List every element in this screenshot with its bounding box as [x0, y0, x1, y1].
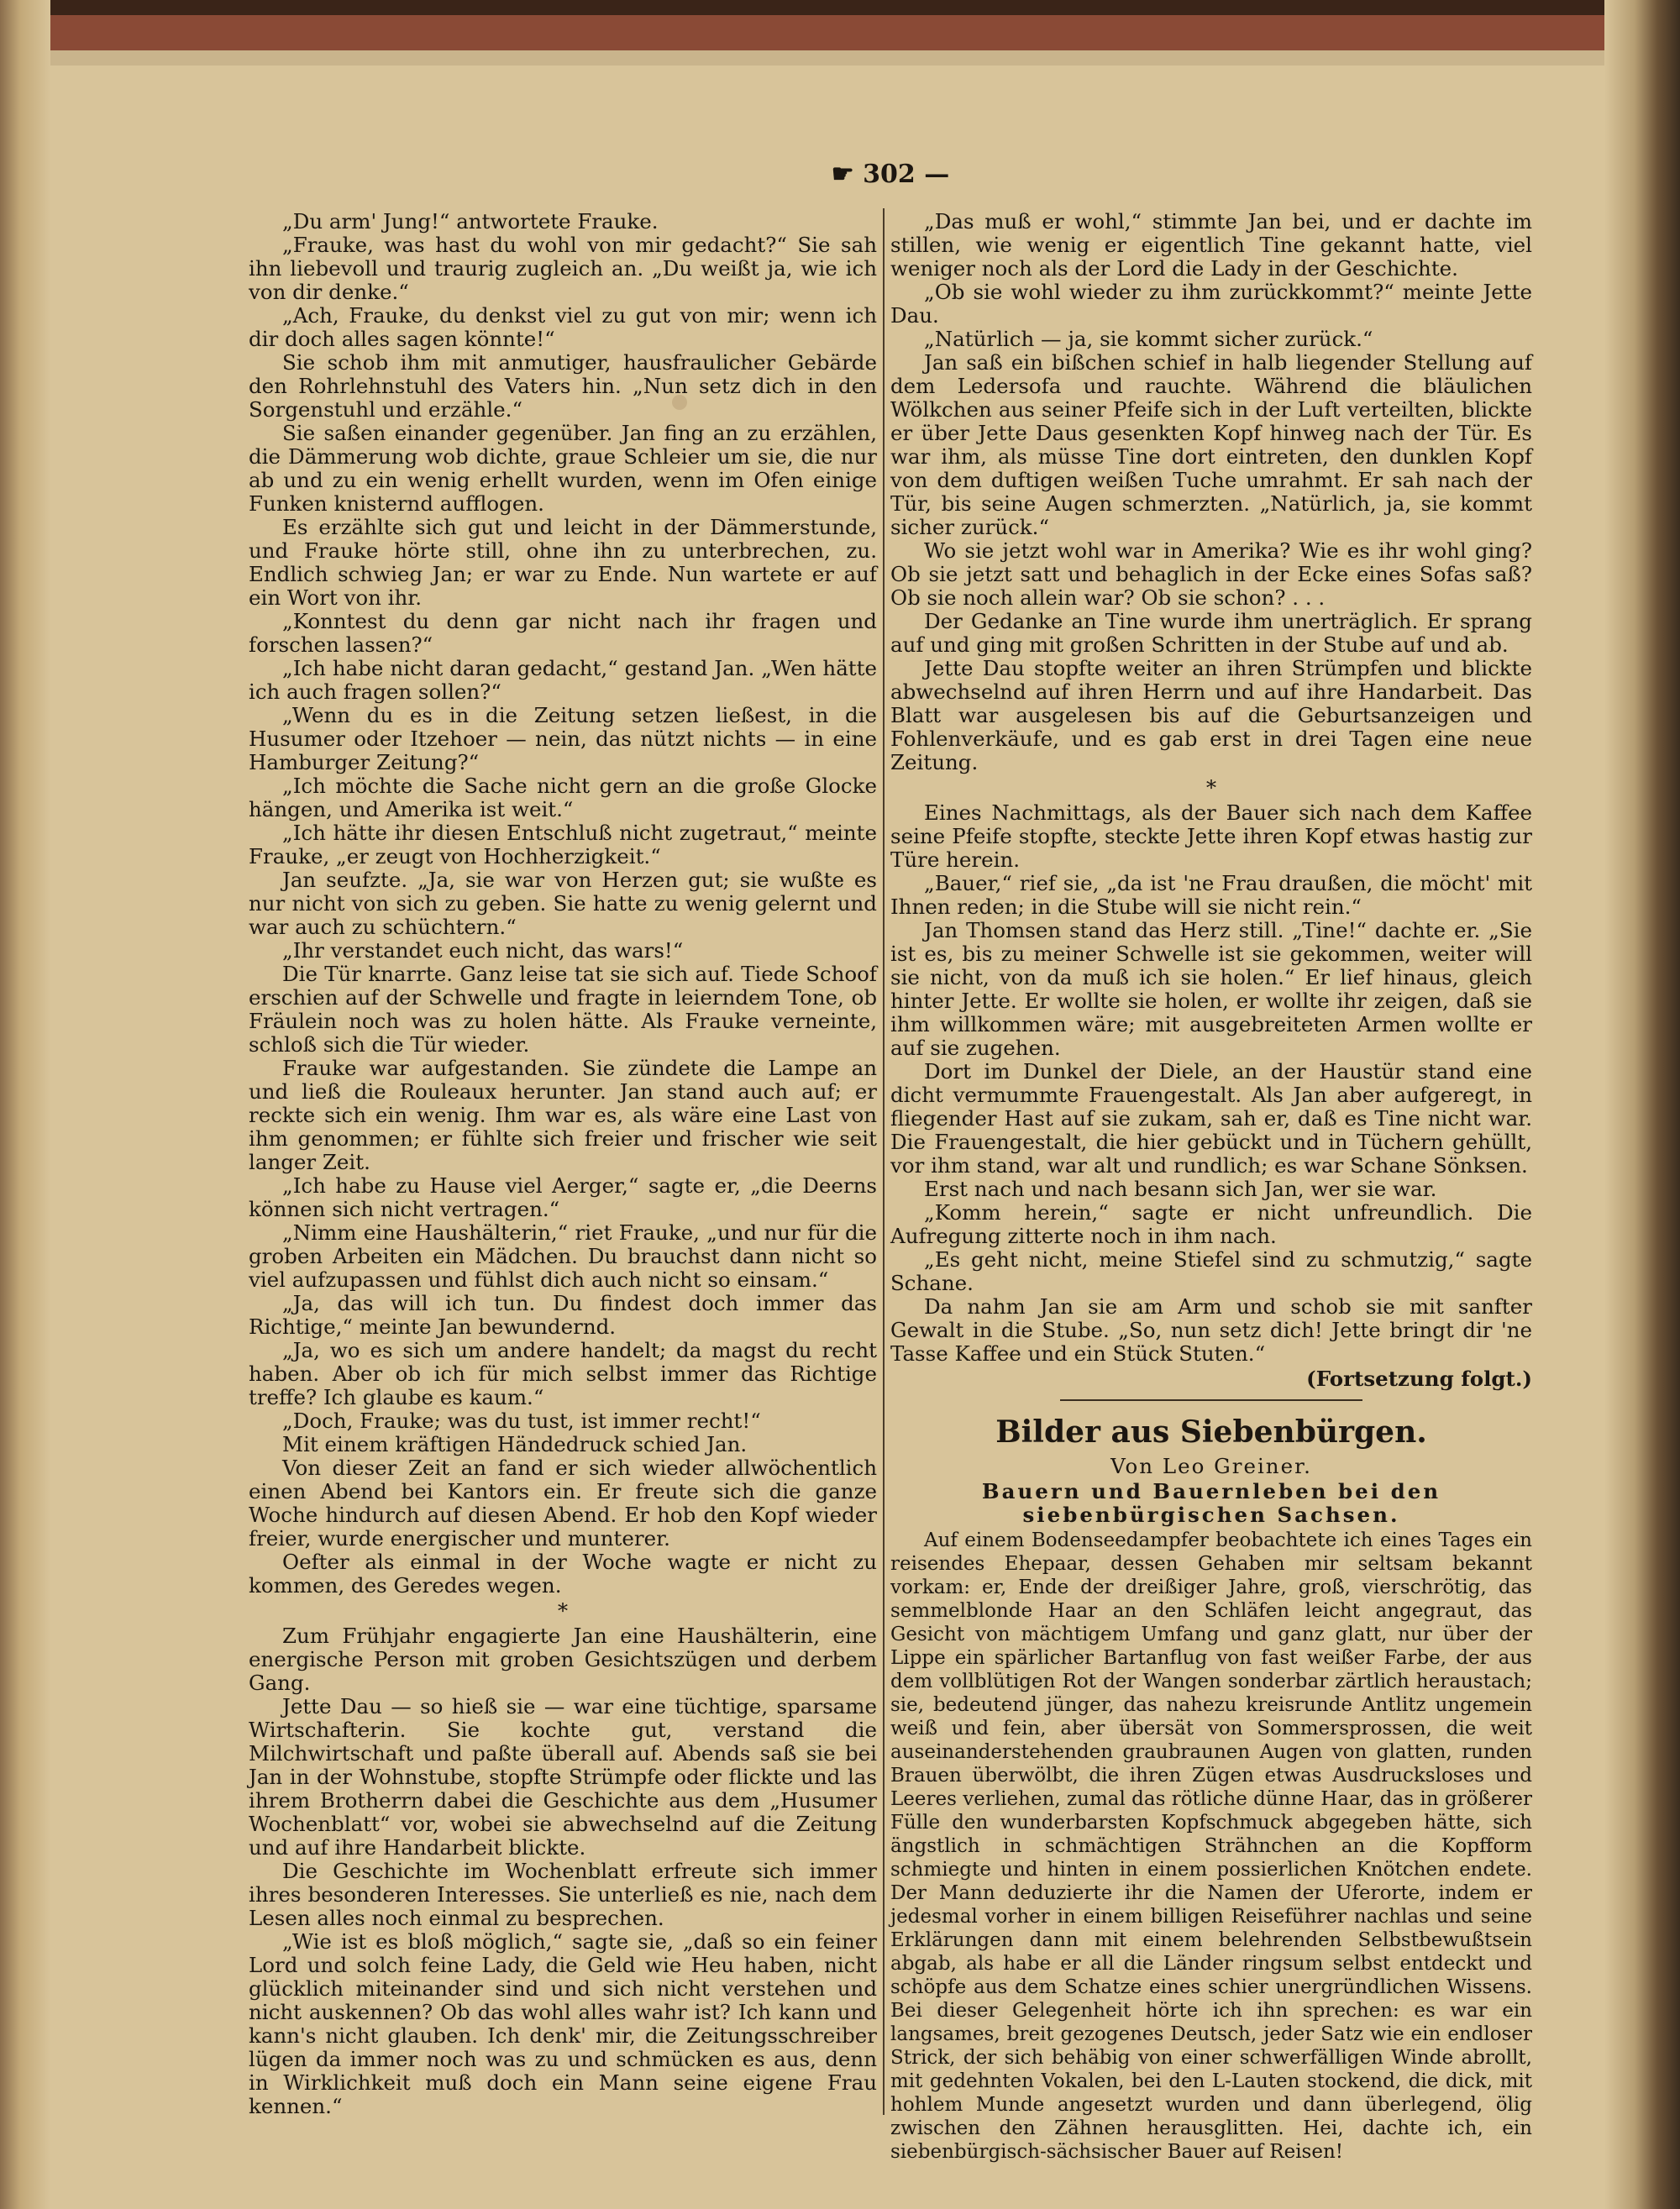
- paragraph: Es erzählte sich gut und leicht in der Dämmerstunde, und Frauke hörte still, ohne ihn zu unterbrechen, zu. Endlich schwieg Jan; er war zu Ende. Nun wartete er auf ein Wort von ihr.: [249, 515, 877, 610]
- paragraph: Oefter als einmal in der Woche wagte er nicht zu kommen, des Geredes wegen.: [249, 1550, 877, 1598]
- section-separator: *: [1205, 775, 1217, 800]
- paragraph: Sie schob ihm mit anmutiger, hausfraulicher Gebärde den Rohrlehnstuhl des Vaters hin. „Nun setz dich in den Sorgenstuhl und erzähle.“: [249, 350, 877, 422]
- paragraph: Jan saß ein bißchen schief in halb liegender Stellung auf dem Ledersofa und rauchte. Während die bläulichen Wölkchen aus seiner Pfeife sich in der Luft verteilten, blickte er über Jette Daus gesenkten Kopf hinweg nach der Tür. Es war ihm, als müsse Tine dort eintreten, den dunklen Kopf von dem duftigen weißen Tuche umrahmt. Er sah nach der Tür, bis seine Augen schmerzten. „Natürlich, ja, sie kommt sicher zurück.“: [890, 350, 1532, 539]
- book-gutter: [0, 0, 50, 2209]
- paragraph: „Wenn du es in die Zeitung setzen ließest, in die Husumer oder Itzehoer — nein, das nützt nichts — in eine Hamburger Zeitung?“: [249, 703, 877, 774]
- paragraph: Eines Nachmittags, als der Bauer sich nach dem Kaffee seine Pfeife stopfte, steckte Jette ihren Kopf etwas hastig zur Türe herein.: [890, 800, 1532, 872]
- header-dash: —: [924, 160, 950, 189]
- paragraph: „Ich hätte ihr diesen Entschluß nicht zugetraut,“ meinte Frauke, „er zeugt von Hochherzigkeit.“: [249, 821, 877, 868]
- paragraph: „Wie ist es bloß möglich,“ sagte sie, „daß so ein feiner Lord und solch feine Lady, die Geld wie Heu haben, nicht glücklich miteinander sind und sich nicht verstehen und nicht auskennen? Ob das wohl alles wahr ist? Ich kann und kann's nicht glauben. Ich denk' mir, die Zeitungsschreiber lügen da immer noch was zu und schmücken es aus, denn in Wirklichkeit muß doch ein Mann seine eigene Frau kennen.“: [249, 1929, 877, 2118]
- paragraph: „Ich möchte die Sache nicht gern an die große Glocke hängen, und Amerika ist weit.“: [249, 774, 877, 821]
- paragraph: „Nimm eine Haushälterin,“ riet Frauke, „und nur für die groben Arbeiten ein Mädchen. Du brauchst dann nicht so viel aufzupassen und fühlst dich auch nicht so einsam.“: [249, 1220, 877, 1292]
- paragraph: Da nahm Jan sie am Arm und schob sie mit sanfter Gewalt in die Stube. „So, nun setz dich! Jette bringt dir 'ne Tasse Kaffee und ein Stück Stuten.“: [890, 1294, 1532, 1366]
- paragraph: „Ihr verstandet euch nicht, das wars!“: [282, 938, 684, 963]
- paragraph: Dort im Dunkel der Diele, an der Haustür stand eine dicht vermummte Frauengestalt. Als Jan aber aufgeregt, in fliegender Hast auf sie zukam, sah er, daß es Tine nicht war. Die Frauengestalt, die hier gebückt und in Tüchern gehüllt, vor ihm stand, war alt und rundlich; es war Schane Sönksen.: [890, 1059, 1532, 1178]
- paragraph: Erst nach und nach besann sich Jan, wer sie war.: [924, 1177, 1437, 1201]
- paragraph: Die Geschichte im Wochenblatt erfreute sich immer ihres besonderen Interesses. Sie unterließ es nie, nach dem Lesen alles noch einmal zu besprechen.: [249, 1859, 877, 1930]
- paragraph: Mit einem kräftigen Händedruck schied Jan.: [282, 1432, 748, 1456]
- column-divider: [883, 208, 885, 2115]
- paragraph: Jan Thomsen stand das Herz still. „Tine!“ dachte er. „Sie ist es, bis zu meiner Schwelle ist sie gekommen, weiter will sie nicht, von da muß ich sie holen.“ Er lief hinaus, gleich hinter Jette. Er wollte sie holen, er wollte ihr zeigen, daß sie ihm willkommen wäre; mit ausgebreiteten Armen wollte er auf sie zugehen.: [890, 918, 1532, 1060]
- paragraph: „Natürlich — ja, sie kommt sicher zurück.“: [924, 327, 1373, 351]
- page-header: [806, 160, 974, 193]
- right-column-paragraphs: [890, 210, 1532, 774]
- article-body: [890, 1529, 1532, 2164]
- left-column-paragraphs: [249, 210, 877, 1598]
- paragraph: Wo sie jetzt wohl war in Amerika? Wie es ihr wohl ging? Ob sie jetzt satt und behaglich in der Ecke eines Sofas saß? Ob sie noch allein war? Ob sie schon? . . .: [890, 538, 1532, 610]
- paragraph: „Ja, das will ich tun. Du findest doch immer das Richtige,“ meinte Jan bewundernd.: [249, 1291, 877, 1339]
- book-top-edge: [0, 0, 1680, 66]
- pointing-hand-icon: ☛: [831, 160, 854, 189]
- book-right-edge: [1604, 0, 1680, 2209]
- left-column-paragraphs-after: [249, 1624, 877, 2118]
- paragraph: „Ach, Frauke, du denkst viel zu gut von mir; wenn ich dir doch alles sagen könnte!“: [249, 303, 877, 351]
- continuation-note: (Fortsetzung folgt.): [1306, 1367, 1532, 1391]
- paragraph: Jette Dau — so hieß sie — war eine tüchtige, sparsame Wirtschafterin. Sie kochte gut, verstand die Milchwirtschaft und paßte überall auf. Abends saß sie bei Jan in der Wohnstube, stopfte Strümpfe oder flickte und las ihrem Brotherrn dabei die Geschichte aus dem „Husumer Wochenblatt“ vor, wobei sie abwechselnd auf die Zeitung und auf ihre Handarbeit blickte.: [249, 1694, 877, 1860]
- page-number: 302: [863, 160, 916, 189]
- paragraph: „Das muß er wohl,“ stimmte Jan bei, und er dachte im stillen, wie wenig er eigentlich Tine gekannt hatte, viel weniger noch als der Lord die Lady in der Geschichte.: [890, 209, 1532, 281]
- paragraph: „Ich habe nicht daran gedacht,“ gestand Jan. „Wen hätte ich auch fragen sollen?“: [249, 656, 877, 704]
- paragraph: Zum Frühjahr engagierte Jan eine Haushälterin, eine energische Person mit groben Gesichtszügen und derbem Gang.: [249, 1624, 877, 1695]
- paragraph: „Bauer,“ rief sie, „da ist 'ne Frau draußen, die möcht' mit Ihnen reden; in die Stube will sie nicht rein.“: [890, 871, 1532, 919]
- article-subtitle: Bauern und Bauernleben bei den siebenbürgischen Sachsen.: [981, 1479, 1441, 1527]
- article-rule: [1060, 1399, 1362, 1401]
- section-separator: *: [557, 1598, 569, 1623]
- paragraph: Frauke war aufgestanden. Sie zündete die Lampe an und ließ die Rouleaux herunter. Jan stand auch auf; er reckte sich ein wenig. Ihm war es, als wäre eine Last von ihm genommen; er fühlte sich freier und frischer wie seit langer Zeit.: [249, 1056, 877, 1174]
- left-column: [249, 210, 877, 2118]
- paragraph: „Ja, wo es sich um andere handelt; da magst du recht haben. Aber ob ich für mich selbst immer das Richtige treffe? Ich glaube es kaum.“: [249, 1338, 877, 1409]
- article-paragraph: Auf einem Bodenseedampfer beobachtete ich eines Tages ein reisendes Ehepaar, dessen Gehaben mir seltsam bekannt vorkam: er, Ende der dreißiger Jahre, groß, vierschrötig, das semmelblonde Haar an den Schläfen leicht angegraut, das Gesicht von mächtigem Umfang und ganz glatt, nur über der Lippe ein spärlicher Bartanflug von fast weißer Farbe, der aus dem vollblütigen Rot der Wangen sonderbar zärtlich heraustach; sie, bedeutend jünger, das nahezu kreisrunde Antlitz ungemein weiß und fein, aber übersät von Sommersprossen, die weit auseinanderstehenden graubraunen Augen von glatten, runden Brauen überwölbt, die ihren Zügen etwas Ausdrucksloses und Leeres verliehen, zumal das rötliche dünne Haar, das in größerer Fülle den wunderbarsten Kopfschmuck abgegeben hätte, sich ängstlich in schmächtigen Strähnchen an die Kopfform schmiegte und hinten in einem possierlichen Knötchen endete. Der Mann deduzierte ihr die Namen der Uferorte, indem er jedesmal vorher in einem billigen Reiseführer nachlas und seine Erklärungen dann mit einem belehrenden Selbstbewußtsein abgab, als habe er all die Länder ringsum selbst entdeckt und schöpfe aus dem Schatze eines schier unergründlichen Wissens. Bei dieser Gelegenheit hörte ich ihn sprechen: es war ein langsames, breit gezogenes Deutsch, jeder Satz wie ein endloser Strick, der sich behäbig von einer schwerfälligen Winde abrollt, mit gedehnten Vokalen, bei den L-Lauten stockend, die dick, mit hohlem Munde angesetzt wurden und dann überlegend, ölig zwischen den Zähnen herausglitten. Hei, dachte ich, ein siebenbürgisch-sächsischer Bauer auf Reisen!: [890, 1530, 1532, 2163]
- paragraph: Von dieser Zeit an fand er sich wieder allwöchentlich einen Abend bei Kantors ein. Er freute sich die ganze Woche hindurch auf diesen Abend. Er hob den Kopf wieder freier, wurde energischer und munterer.: [249, 1456, 877, 1550]
- paragraph: Jette Dau stopfte weiter an ihren Strümpfen und blickte abwechselnd auf ihren Herrn und auf ihre Handarbeit. Das Blatt war ausgelesen bis auf die Geburtsanzeigen und Fohlenverkäufe, und es gab erst in drei Tagen eine neue Zeitung.: [890, 656, 1532, 774]
- paragraph: „Konntest du denn gar nicht nach ihr fragen und forschen lassen?“: [249, 609, 877, 657]
- paragraph: „Ich habe zu Hause viel Aerger,“ sagte er, „die Deerns können sich nicht vertragen.“: [249, 1173, 877, 1221]
- right-column-paragraphs-after: [890, 801, 1532, 1366]
- paragraph: Sie saßen einander gegenüber. Jan fing an zu erzählen, die Dämmerung wob dichte, graue Schleier um sie, die nur ab und zu ein wenig erhellt wurden, wenn im Ofen einige Funken knisternd aufflogen.: [249, 421, 877, 516]
- right-column: [890, 210, 1532, 2164]
- article-byline: Von Leo Greiner.: [1110, 1454, 1312, 1478]
- paragraph: „Komm herein,“ sagte er nicht unfreundlich. Die Aufregung zitterte noch in ihm nach.: [890, 1200, 1532, 1248]
- article-title: Bilder aus Siebenbürgen.: [995, 1414, 1427, 1450]
- paragraph: Jan seufzte. „Ja, sie war von Herzen gut; sie wußte es nur nicht von sich zu geben. Sie hatte zu wenig gelernt und war auch zu schüchtern.“: [249, 868, 877, 939]
- paragraph: Der Gedanke an Tine wurde ihm unerträglich. Er sprang auf und ging mit großen Schritten in der Stube auf und ab.: [890, 609, 1532, 657]
- paragraph: „Frauke, was hast du wohl von mir gedacht?“ Sie sah ihn liebevoll und traurig zugleich an. „Du weißt ja, wie ich von dir denke.“: [249, 233, 877, 304]
- paragraph: Die Tür knarrte. Ganz leise tat sie sich auf. Tiede Schoof erschien auf der Schwelle und fragte in leierndem Tone, ob Fräulein noch was zu holen hätte. Als Frauke verneinte, schloß sich die Tür wieder.: [249, 962, 877, 1057]
- paragraph: „Es geht nicht, meine Stiefel sind zu schmutzig,“ sagte Schane.: [890, 1247, 1532, 1295]
- paragraph: „Doch, Frauke; was du tust, ist immer recht!“: [282, 1409, 761, 1433]
- paragraph: „Du arm' Jung!“ antwortete Frauke.: [282, 209, 659, 233]
- paragraph: „Ob sie wohl wieder zu ihm zurückkommt?“ meinte Jette Dau.: [890, 280, 1532, 328]
